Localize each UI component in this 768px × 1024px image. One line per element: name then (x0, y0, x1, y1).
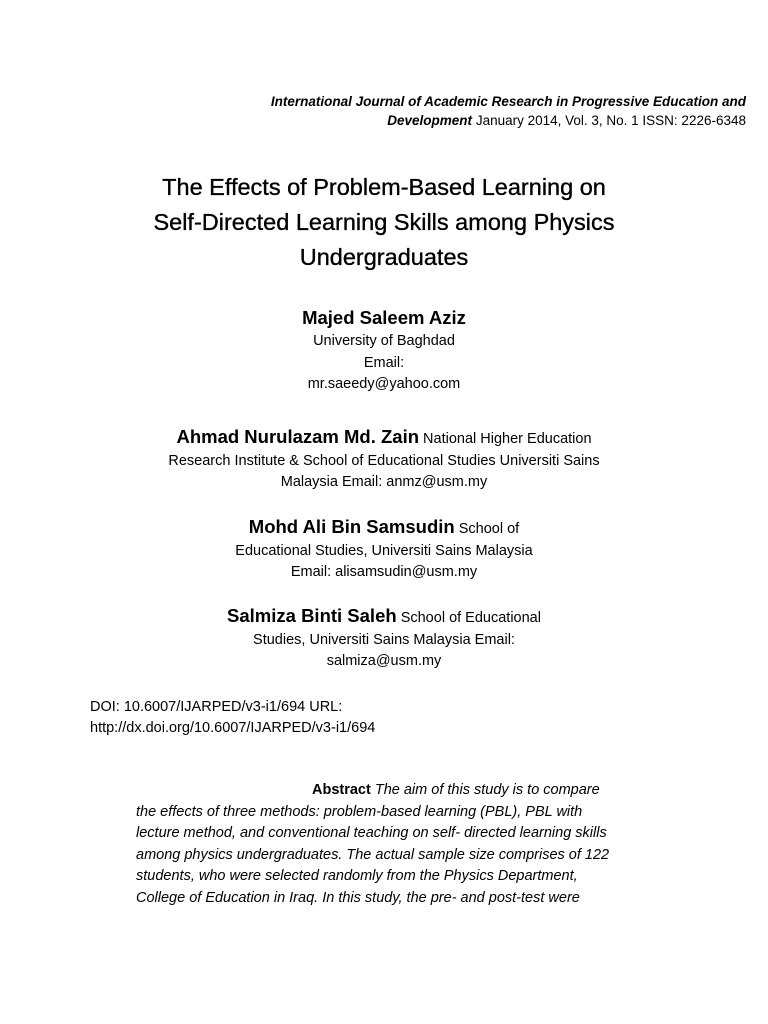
abstract-line: students, who were selected randomly from the Physics Department, (136, 868, 578, 884)
author-3-affiliation: Educational Studies, Universiti Sains Malaysia (235, 542, 533, 559)
author-3-affiliation-start: School of (454, 521, 520, 537)
title-line-3: Undergraduates (299, 244, 469, 270)
author-3-email: Email: alisamsudin@usm.my (290, 564, 478, 580)
paper-title (84, 170, 684, 275)
abstract-line: among physics undergraduates. The actual sample size comprises of 122 (136, 846, 610, 863)
author-4-affiliation: Studies, Universiti Sains Malaysia Email: (253, 631, 515, 648)
abstract-label: Abstract (312, 782, 371, 798)
abstract-line: College of Education in Iraq. In this study, the pre- and post-test were (136, 889, 580, 906)
title-line-2: Self-Directed Learning Skills among Physics (153, 209, 615, 235)
author-4-name: Salmiza Binti Saleh (227, 605, 397, 626)
author-2-affiliation-start: National Higher Education (419, 431, 592, 447)
author-1-email-label: Email: (363, 354, 405, 371)
author-1-affiliation: University of Baghdad (313, 333, 455, 349)
journal-name-line2: Development (387, 113, 473, 128)
author-3 (84, 516, 684, 584)
abstract (136, 780, 656, 909)
abstract-line: the effects of three methods: problem-based learning (PBL), PBL with (136, 803, 583, 820)
author-2-name: Ahmad Nurulazam Md. Zain (176, 426, 420, 447)
author-4-affiliation-start: School of Educational (396, 610, 541, 626)
abstract-line: lecture method, and conventional teaching on self- directed learning skills (136, 825, 607, 841)
author-2 (84, 426, 684, 494)
doi-block (90, 697, 690, 739)
author-1 (84, 305, 684, 396)
author-4 (84, 605, 684, 673)
doi-line: DOI: 10.6007/IJARPED/v3-i1/694 URL: (90, 699, 343, 715)
doi-url[interactable]: http://dx.doi.org/10.6007/IJARPED/v3-i1/694 (90, 720, 376, 736)
author-1-email: mr.saeedy@yahoo.com (307, 376, 461, 392)
abstract-first-line: The aim of this study is to compare (370, 782, 600, 798)
journal-issue: January 2014, Vol. 3, No. 1 ISSN: 2226-6348 (472, 113, 746, 128)
journal-name-line1: International Journal of Academic Research in Progressive Education and (270, 94, 746, 109)
author-1-name: Majed Saleem Aziz (302, 307, 466, 328)
author-2-affiliation: Research Institute & School of Educational Studies Universiti Sains (168, 452, 600, 469)
title-line-1: The Effects of Problem-Based Learning on (162, 174, 606, 200)
author-3-name: Mohd Ali Bin Samsudin (248, 516, 455, 537)
author-4-email: salmiza@usm.my (326, 653, 442, 669)
author-2-email: Malaysia Email: anmz@usm.my (280, 474, 488, 490)
journal-header (146, 92, 746, 130)
